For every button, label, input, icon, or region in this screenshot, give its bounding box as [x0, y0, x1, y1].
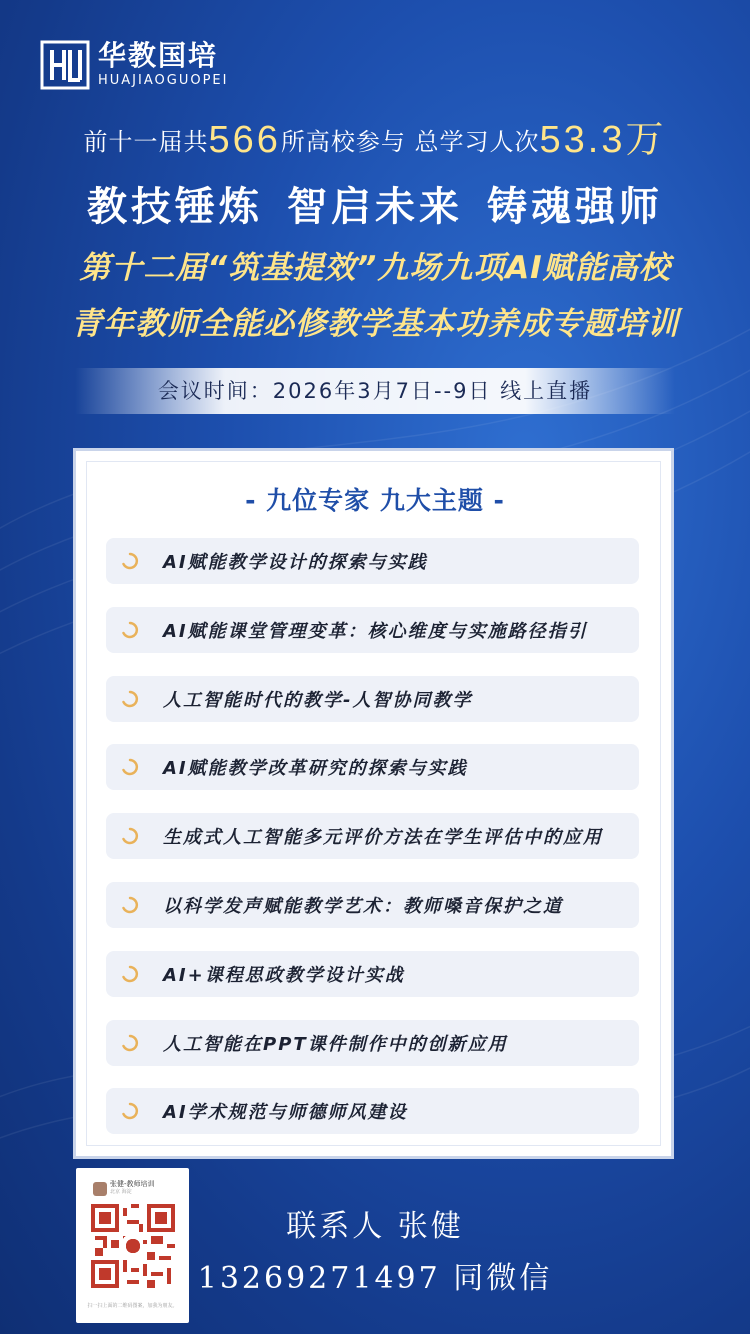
qr-contact-name: 张健-教师培训 — [110, 1180, 155, 1188]
stats-learners: 53.3万 — [539, 119, 667, 161]
topic-text: 人工智能时代的教学-人智协同教学 — [163, 689, 473, 711]
topic-text: AI+课程思政教学设计实战 — [163, 964, 405, 986]
brand-name-cn: 华教国培 — [98, 39, 219, 72]
stats-prefix: 前十一届共 — [83, 128, 209, 156]
topic-item — [106, 813, 639, 859]
contact-person: 联系人 张健 — [286, 1209, 464, 1244]
stats-line — [0, 108, 750, 163]
logo-mark-icon — [40, 40, 90, 90]
topic-item — [106, 744, 639, 790]
slogan-part-2: 智启未来 — [287, 184, 463, 230]
topic-bullet-icon — [121, 621, 139, 639]
topic-bullet-icon — [121, 965, 139, 983]
topic-item — [106, 607, 639, 653]
avatar — [93, 1182, 107, 1196]
topic-item — [106, 1088, 639, 1134]
topic-bullet-icon — [121, 690, 139, 708]
brand-name-en: HUAJIAOGUOPEI — [98, 73, 229, 88]
topic-item — [106, 538, 639, 584]
wechat-qr-card[interactable] — [76, 1168, 189, 1323]
topic-list — [106, 538, 639, 1157]
contact-phone[interactable]: 13269271497 同微信 — [197, 1261, 553, 1296]
meeting-time: 会议时间：2026年3月7日--9日 线上直播 — [75, 368, 675, 414]
topic-bullet-icon — [121, 758, 139, 776]
slogan — [0, 175, 750, 232]
topic-bullet-icon — [121, 1034, 139, 1052]
stats-middle: 所高校参与 总学习人次 — [280, 128, 540, 156]
topic-bullet-icon — [121, 1102, 139, 1120]
topic-text: AI学术规范与师德师风建设 — [163, 1102, 408, 1124]
topic-item — [106, 676, 639, 722]
topic-text: 以科学发声赋能教学艺术：教师嗓音保护之道 — [163, 895, 563, 917]
slogan-part-3: 铸魂强师 — [487, 184, 663, 230]
brand-logo — [40, 40, 228, 90]
topic-text: AI赋能课堂管理变革：核心维度与实施路径指引 — [163, 620, 588, 642]
topic-item — [106, 1020, 639, 1066]
topic-bullet-icon — [121, 827, 139, 845]
slogan-part-1: 教技锤炼 — [87, 184, 263, 230]
topic-bullet-icon — [121, 552, 139, 570]
topic-text: AI赋能教学设计的探索与实践 — [163, 552, 428, 573]
qr-footer-text: 扫一扫上面的二维码图案，加我为朋友。 — [87, 1303, 178, 1309]
event-title-line-1: 第十二届“筑基提效”九场九项AI赋能高校 — [79, 250, 671, 286]
topic-text: 生成式人工智能多元评价方法在学生评估中的应用 — [163, 827, 603, 849]
topic-item — [106, 882, 639, 928]
qr-code — [91, 1204, 175, 1288]
stats-schools: 566 — [208, 119, 281, 161]
qr-contact-location: 北京 海淀 — [110, 1189, 132, 1195]
event-title-line-2: 青年教师全能必修教学基本功养成专题培训 — [71, 306, 679, 342]
topic-bullet-icon — [121, 896, 139, 914]
wechat-icon — [126, 1239, 140, 1253]
topic-text: 人工智能在PPT课件制作中的创新应用 — [163, 1033, 508, 1055]
topic-text: AI赋能教学改革研究的探索与实践 — [163, 758, 468, 780]
topic-item — [106, 951, 639, 997]
panel-title: - 九位专家 九大主题 - — [245, 486, 505, 515]
